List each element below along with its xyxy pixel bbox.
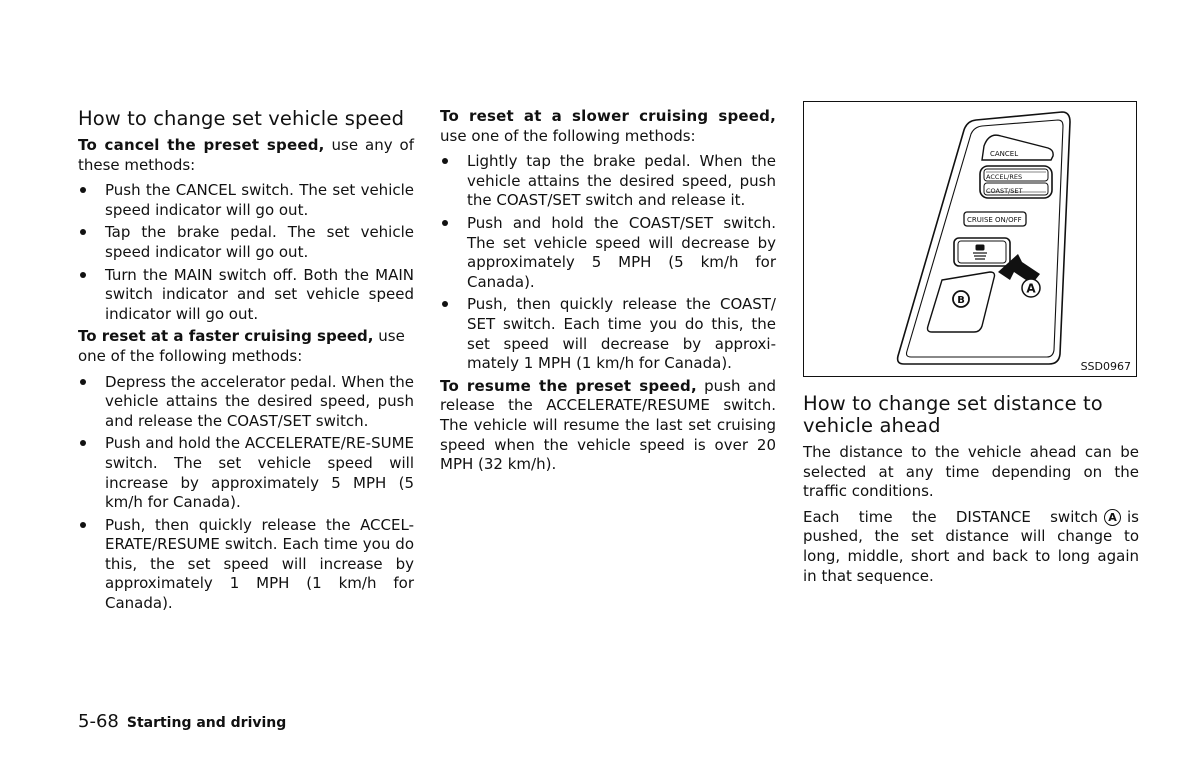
list-item: Depress the accelerator pedal. When the vehicle attains the desired speed, push and release the COAST/SET switch. bbox=[78, 373, 414, 432]
cancel-list bbox=[78, 181, 414, 324]
bullet-icon bbox=[442, 158, 448, 164]
faster-intro bbox=[78, 327, 414, 366]
slower-intro bbox=[440, 107, 776, 146]
switch-label-cancel: CANCEL bbox=[990, 150, 1019, 158]
column-left bbox=[78, 108, 414, 617]
page-number: 5-68 bbox=[78, 711, 119, 732]
slower-list bbox=[440, 152, 776, 374]
bullet-icon bbox=[80, 187, 86, 193]
list-item: Push the CANCEL switch. The set vehicle speed indicator will go out. bbox=[78, 181, 414, 220]
section-heading-distance: How to change set distance to vehicle ahead bbox=[803, 392, 1103, 437]
bullet-icon bbox=[80, 272, 86, 278]
switch-label-accel: ACCEL/RES bbox=[986, 173, 1023, 181]
page-footer bbox=[78, 711, 286, 732]
faster-rest: use one of the following methods: bbox=[78, 327, 405, 365]
column-right bbox=[803, 393, 1139, 592]
list-item: Push, then quickly release the COAST/ SET switch. Each time you do this, the set speed will decrease by approxi-mately 1 MPH (1 km/h for Canada). bbox=[440, 295, 776, 373]
resume-rest: push and release the ACCELERATE/RESUME switch. The vehicle will resume the last set cruising speed when the vehicle speed is over 20 MPH (32 km/h). bbox=[440, 376, 777, 474]
svg-text:B: B bbox=[957, 295, 965, 306]
switch-label-cruise: CRUISE ON/OFF bbox=[967, 216, 1022, 224]
section-heading-speed: How to change set vehicle speed bbox=[78, 107, 405, 130]
resume-paragraph bbox=[440, 377, 776, 475]
section-name: Starting and driving bbox=[126, 715, 287, 731]
list-item: Push and hold the COAST/SET switch. The set vehicle speed will decrease by approximately 5 MPH (5 km/h for Canada). bbox=[440, 214, 776, 292]
faster-lead: To reset at a faster cruising speed, bbox=[78, 327, 374, 346]
slower-rest: use one of the following methods: bbox=[440, 126, 696, 145]
list-item: Turn the MAIN switch off. Both the MAIN switch indicator and set vehicle speed indicator will go out. bbox=[78, 266, 414, 325]
bullet-icon bbox=[80, 229, 86, 235]
slower-lead: To reset at a slower cruising speed, bbox=[440, 107, 776, 125]
list-item: Push and hold the ACCELERATE/RE-SUME switch. The set vehicle speed will increase by approximately 5 MPH (5 km/h for Canada). bbox=[78, 434, 414, 512]
switch-panel-illustration bbox=[804, 102, 1136, 376]
bullet-icon bbox=[442, 301, 448, 307]
resume-lead: To resume the preset speed, bbox=[440, 376, 697, 395]
distance-paragraph-1: The distance to the vehicle ahead can be selected at any time depending on the traffic conditions. bbox=[803, 443, 1139, 501]
bullet-icon bbox=[80, 522, 86, 528]
column-middle bbox=[440, 107, 776, 481]
list-item: Lightly tap the brake pedal. When the vehicle attains the desired speed, push the COAST/SET switch and release it. bbox=[440, 152, 776, 211]
list-item: Tap the brake pedal. The set vehicle speed indicator will go out. bbox=[78, 223, 414, 262]
faster-list bbox=[78, 373, 414, 614]
distance-paragraph-2: Each time the DISTANCE switch A is pushed, the set distance will change to long, middle, short and back to long again in that sequence. bbox=[803, 507, 1139, 585]
figure-cruise-switch bbox=[803, 101, 1137, 377]
figure-code: SSD0967 bbox=[1080, 360, 1131, 373]
list-item: Push, then quickly release the ACCEL-ERATE/RESUME switch. Each time you do this, the set speed will increase by approximately 1 MPH (1 km/h for Canada). bbox=[78, 516, 414, 614]
bullet-icon bbox=[80, 440, 86, 446]
callout-a-label: A bbox=[1026, 281, 1036, 296]
bullet-icon bbox=[442, 220, 448, 226]
bullet-icon bbox=[80, 379, 86, 385]
switch-label-coast: COAST/SET bbox=[986, 187, 1023, 195]
callout-a-marker: A bbox=[1104, 509, 1121, 526]
cancel-rest: use any of these methods: bbox=[78, 136, 414, 174]
cancel-lead: To cancel the preset speed, bbox=[78, 136, 325, 154]
cancel-intro bbox=[78, 136, 414, 175]
